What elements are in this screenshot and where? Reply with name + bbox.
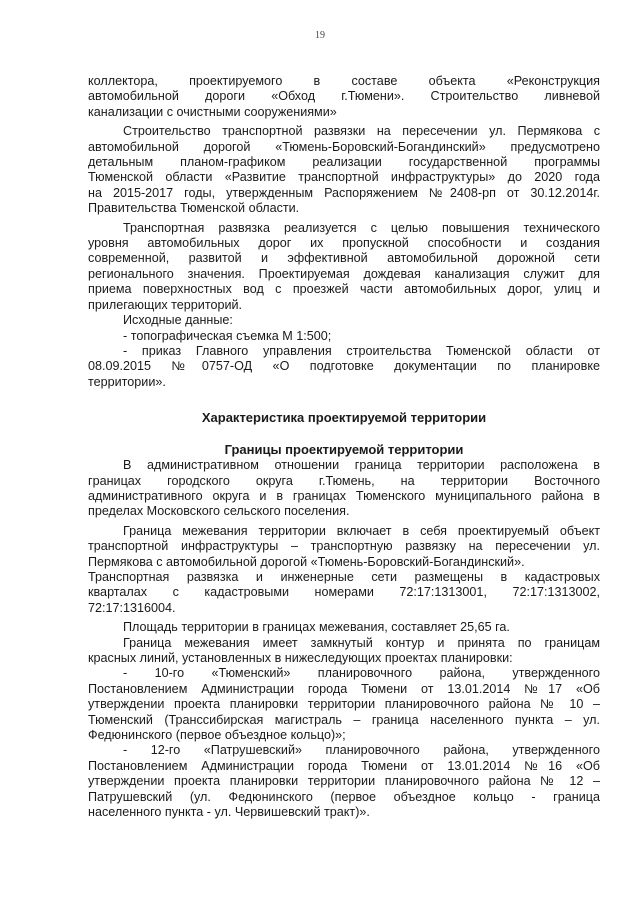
page-number: 19 [315, 30, 325, 41]
text-line: Постановлением Администрации города Тюмени от 13.01.2014 №17 «Об [88, 681, 600, 696]
text-line: Транспортная развязка и инженерные сети размещены в кадастровых [88, 569, 600, 584]
paragraph-source-data [88, 313, 600, 390]
text-line: Граница межевания территории включает в себя проектируемый объект [123, 523, 600, 538]
paragraph-collector [88, 74, 600, 120]
text-line: прилегающих территорий. [88, 297, 243, 312]
text-line: транспортной инфраструктуры – транспортную развязку на пересечении ул. [88, 539, 600, 554]
text-line: - приказ Главного управления строительства Тюменской области от [123, 343, 600, 358]
paragraph-construction [88, 124, 600, 216]
text-line: В административном отношении граница территории расположена в [123, 458, 600, 473]
paragraph-red-lines [88, 636, 600, 667]
text-line: Постановлением Администрации города Тюмени от 13.01.2014 №16 «Об [88, 758, 600, 773]
text-line: населенного пункта - ул. Червишевский тракт)». [88, 805, 370, 820]
paragraph-purpose [88, 221, 600, 313]
text-line: границах городского округа г.Тюмень, на территории Восточного [88, 473, 600, 488]
text-line: утверждении проекта планировки территории планировочного района № 10 – [88, 697, 600, 712]
text-line: уровня автомобильных дорог их пропускной способности и создания [88, 236, 600, 251]
text-line: регионального значения. Проектируемая дождевая канализация служит для [88, 266, 600, 281]
text-line: канализации с очистными сооружениями» [88, 104, 337, 119]
text-line: коллектора, проектируемого в составе объекта «Реконструкция [88, 74, 600, 88]
text-line: автомобильной дороги «Обход г.Тюмени». Строительство ливневой [88, 89, 600, 104]
text-line: Исходные данные: [123, 313, 233, 328]
text-line: Правительства Тюменской области. [88, 201, 300, 216]
text-line: Пермякова с автомобильной дорогой «Тюмень-Боровский-Богандинский». [88, 554, 525, 569]
text-line: 72:17:1316004. [88, 600, 176, 615]
text-line: - топографическая съемка М 1:500; [123, 328, 332, 343]
text-line: красных линий, установленных в нижеследующих проектах планировки: [88, 651, 513, 665]
text-line: пределах Московского сельского поселения. [88, 504, 350, 519]
text-line: утверждении проекта планировки территории планировочного района № 12 – [88, 774, 600, 789]
list-item-district-12 [88, 743, 600, 820]
text-line: Тюменской области «Развитие транспортной инфраструктуры» до 2020 года [88, 170, 600, 185]
text-line: детальным планом-графиком реализации государственной программы [88, 155, 600, 170]
text-line: - 10-го «Тюменский» планировочного района, утвержденного [123, 666, 600, 681]
paragraph-area [88, 620, 600, 635]
text-line: кварталах с кадастровыми номерами 72:17:1313001, 72:17:1313002, [88, 585, 600, 600]
page-content [88, 74, 600, 820]
text-line: приема поверхностных вод с проезжей части автомобильных дорог, улиц и [88, 282, 600, 297]
section-heading: Характеристика проектируемой территории [201, 410, 487, 426]
text-line: Транспортная развязка реализуется с целью повышения технического [123, 220, 600, 235]
text-line: Строительство транспортной развязки на пересечении ул. Пермякова с [123, 124, 600, 139]
paragraph-administrative [88, 458, 600, 520]
text-line: Тюменский (Транссибирская магистраль – граница населенного пункта – ул. [88, 712, 600, 727]
text-line: - 12-го «Патрушевский» планировочного района, утвержденного [123, 743, 600, 758]
text-line: административного округа и в границах Тюменского муниципального района в [88, 488, 600, 503]
text-line: на 2015-2017 годы, утвержденным Распоряжением №2408-рп от 30.12.2014г. [88, 185, 600, 200]
paragraph-boundary [88, 524, 600, 570]
paragraph-cadastral [88, 570, 600, 616]
text-line: автомобильной дорогой «Тюмень-Боровский-Богандинский» предусмотрено [88, 139, 600, 154]
text-line: Площадь территории в границах межевания, составляет 25,65 га. [123, 620, 510, 635]
subsection-heading: Границы проектируемой территории [224, 442, 464, 458]
text-line: территории». [88, 374, 166, 389]
text-line: современной, развитой и эффективной автомобильной дорожной сети [88, 251, 600, 266]
text-line: 08.09.2015 №0757-ОД «О подготовке документации по планировке [88, 359, 600, 374]
text-line: Федюнинского (первое объездное кольцо)»; [88, 728, 346, 743]
list-item-district-10 [88, 666, 600, 743]
text-line: Граница межевания имеет замкнутый контур и принята по границам [123, 635, 600, 650]
text-line: Патрушевский (ул. Федюнинского (первое объездное кольцо - граница [88, 789, 600, 804]
